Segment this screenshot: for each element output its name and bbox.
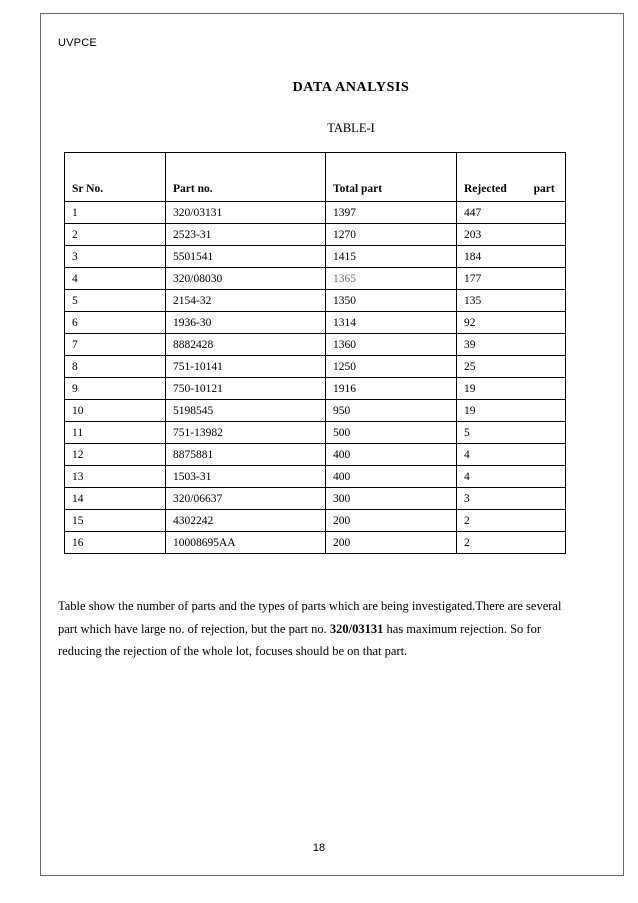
cell-total-part: 1270: [326, 224, 457, 246]
cell-part-no: 751-13982: [166, 422, 326, 444]
cell-sr-no: 7: [65, 334, 166, 356]
cell-rejected-part: 184: [457, 246, 566, 268]
cell-rejected-part: 177: [457, 268, 566, 290]
paragraph-text-after: has maximum rejection. So for reducing the rejection of the whole lot, focuses should be on that part.: [58, 621, 541, 658]
cell-part-no: 8882428: [166, 334, 326, 356]
cell-rejected-part: 2: [457, 510, 566, 532]
cell-total-part: 300: [326, 488, 457, 510]
cell-sr-no: 14: [65, 488, 166, 510]
page-title: DATA ANALYSIS: [292, 80, 410, 95]
cell-rejected-part: 19: [457, 378, 566, 400]
cell-part-no: 8875881: [166, 444, 326, 466]
cell-total-part: 1314: [326, 312, 457, 334]
table-row: [65, 334, 566, 356]
table-row: [65, 268, 566, 290]
cell-total-part: 400: [326, 444, 457, 466]
table-row: [65, 312, 566, 334]
table-row: [65, 356, 566, 378]
cell-total-part: 1360: [326, 334, 457, 356]
cell-part-no: 5198545: [166, 400, 326, 422]
cell-total-part: 400: [326, 466, 457, 488]
page-number: 18: [312, 842, 326, 854]
table-row: [65, 202, 566, 224]
cell-rejected-part: 19: [457, 400, 566, 422]
cell-total-part: 500: [326, 422, 457, 444]
cell-rejected-part: 203: [457, 224, 566, 246]
cell-sr-no: 13: [65, 466, 166, 488]
cell-rejected-part: 3: [457, 488, 566, 510]
table-row: [65, 400, 566, 422]
paragraph-highlight-part: 320/03131: [329, 621, 384, 636]
data-table: [64, 152, 566, 554]
cell-part-no: 5501541: [166, 246, 326, 268]
analysis-paragraph: [58, 595, 578, 663]
table-caption: TABLE-I: [327, 121, 375, 135]
cell-total-part: 1397: [326, 202, 457, 224]
cell-sr-no: 9: [65, 378, 166, 400]
cell-sr-no: 10: [65, 400, 166, 422]
header-sr-no: Sr No.: [65, 153, 166, 202]
cell-rejected-part: 25: [457, 356, 566, 378]
cell-sr-no: 8: [65, 356, 166, 378]
table-row: [65, 224, 566, 246]
table-row: [65, 466, 566, 488]
cell-part-no: 1503-31: [166, 466, 326, 488]
cell-total-part: 200: [326, 532, 457, 554]
cell-part-no: 4302242: [166, 510, 326, 532]
table-row: [65, 444, 566, 466]
cell-sr-no: 6: [65, 312, 166, 334]
cell-part-no: 2523-31: [166, 224, 326, 246]
cell-rejected-part: 447: [457, 202, 566, 224]
cell-sr-no: 2: [65, 224, 166, 246]
cell-part-no: 1936-30: [166, 312, 326, 334]
cell-rejected-part: 4: [457, 444, 566, 466]
cell-part-no: 320/08030: [166, 268, 326, 290]
table-row: [65, 488, 566, 510]
cell-total-part: 200: [326, 510, 457, 532]
cell-part-no: 750-10121: [166, 378, 326, 400]
table-row: [65, 422, 566, 444]
header-total-part: Total part: [326, 153, 457, 202]
cell-sr-no: 1: [65, 202, 166, 224]
table-row: [65, 378, 566, 400]
header-part-no: Part no.: [166, 153, 326, 202]
cell-part-no: 2154-32: [166, 290, 326, 312]
cell-sr-no: 5: [65, 290, 166, 312]
cell-rejected-part: 135: [457, 290, 566, 312]
cell-part-no: 751-10141: [166, 356, 326, 378]
table-row: [65, 510, 566, 532]
cell-total-part: 1916: [326, 378, 457, 400]
cell-rejected-part: 39: [457, 334, 566, 356]
cell-sr-no: 11: [65, 422, 166, 444]
table-header-row: [65, 153, 566, 202]
page-header: UVPCE: [58, 37, 97, 49]
cell-rejected-part: 2: [457, 532, 566, 554]
cell-sr-no: 15: [65, 510, 166, 532]
cell-total-part: 950: [326, 400, 457, 422]
cell-total-part: 1350: [326, 290, 457, 312]
cell-part-no: 320/06637: [166, 488, 326, 510]
table-row: [65, 290, 566, 312]
cell-sr-no: 3: [65, 246, 166, 268]
cell-total-part: 1250: [326, 356, 457, 378]
cell-total-part: 1365: [326, 268, 457, 290]
cell-rejected-part: 4: [457, 466, 566, 488]
cell-total-part: 1415: [326, 246, 457, 268]
cell-part-no: 10008695AA: [166, 532, 326, 554]
table-row: [65, 246, 566, 268]
cell-sr-no: 12: [65, 444, 166, 466]
cell-rejected-part: 5: [457, 422, 566, 444]
cell-sr-no: 4: [65, 268, 166, 290]
cell-sr-no: 16: [65, 532, 166, 554]
header-rejected-part: Rejected part: [457, 153, 566, 202]
paragraph-text-before: Table show the number of parts and the types of parts which are being investigated.There are several part which have large no. of rejection, but the part no.: [58, 599, 562, 636]
table-row: [65, 532, 566, 554]
cell-rejected-part: 92: [457, 312, 566, 334]
cell-part-no: 320/03131: [166, 202, 326, 224]
